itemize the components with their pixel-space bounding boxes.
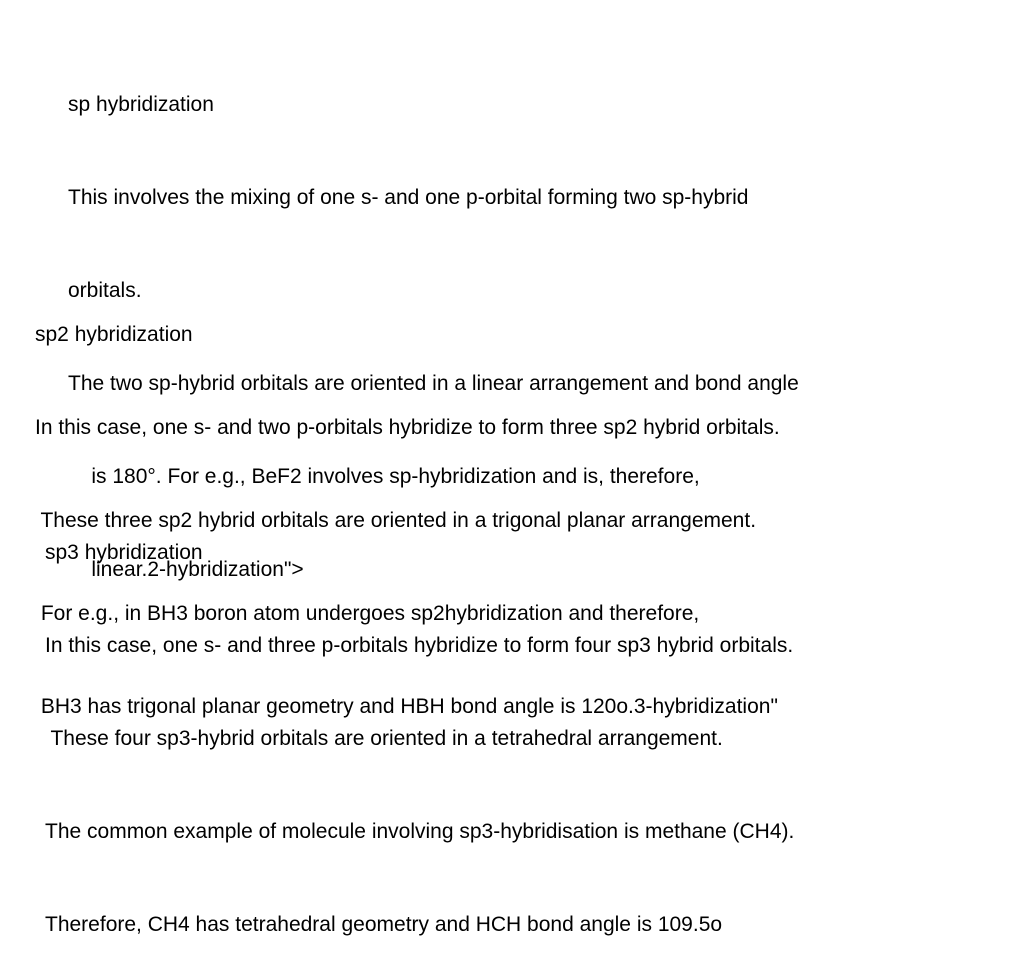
sp3-hybridization-section [45,475,794,971]
sp-text-line: This involves the mixing of one s- and one p-orbital forming two sp-hybrid [68,186,749,209]
sp2-text-line: These three sp2 hybrid orbitals are oriented in a trigonal planar arrangement. [35,509,757,532]
sp3-text-line: Therefore, CH4 has tetrahedral geometry and HCH bond angle is 109.5o [45,913,723,936]
sp2-text-line: For e.g., in BH3 boron atom undergoes sp2hybridization and therefore, [35,602,700,625]
sp3-text-line: These four sp3-hybrid orbitals are oriented in a tetrahedral arrangement. [45,727,723,750]
sp2-heading: sp2 hybridization [35,323,193,346]
sp3-text-line: In this case, one s- and three p-orbitals hybridize to form four sp3 hybrid orbitals. [45,634,794,657]
sp-text-line: orbitals. [68,279,142,302]
sp-heading: sp hybridization [68,93,214,116]
sp-text-line: The two sp-hybrid orbitals are oriented in a linear arrangement and bond angle [68,372,799,395]
sp3-heading: sp3 hybridization [45,541,203,564]
sp-text-line: linear.2-hybridization"> [68,558,304,581]
sp-text-line: is 180°. For e.g., BeF2 involves sp-hybridization and is, therefore, [68,465,700,488]
sp2-text-line: In this case, one s- and two p-orbitals hybridize to form three sp2 hybrid orbitals. [35,416,780,439]
sp3-text-line: The common example of molecule involving sp3-hybridisation is methane (CH4). [45,820,795,843]
sp2-text-line: BH3 has trigonal planar geometry and HBH bond angle is 120o.3-hybridization" [35,695,778,718]
